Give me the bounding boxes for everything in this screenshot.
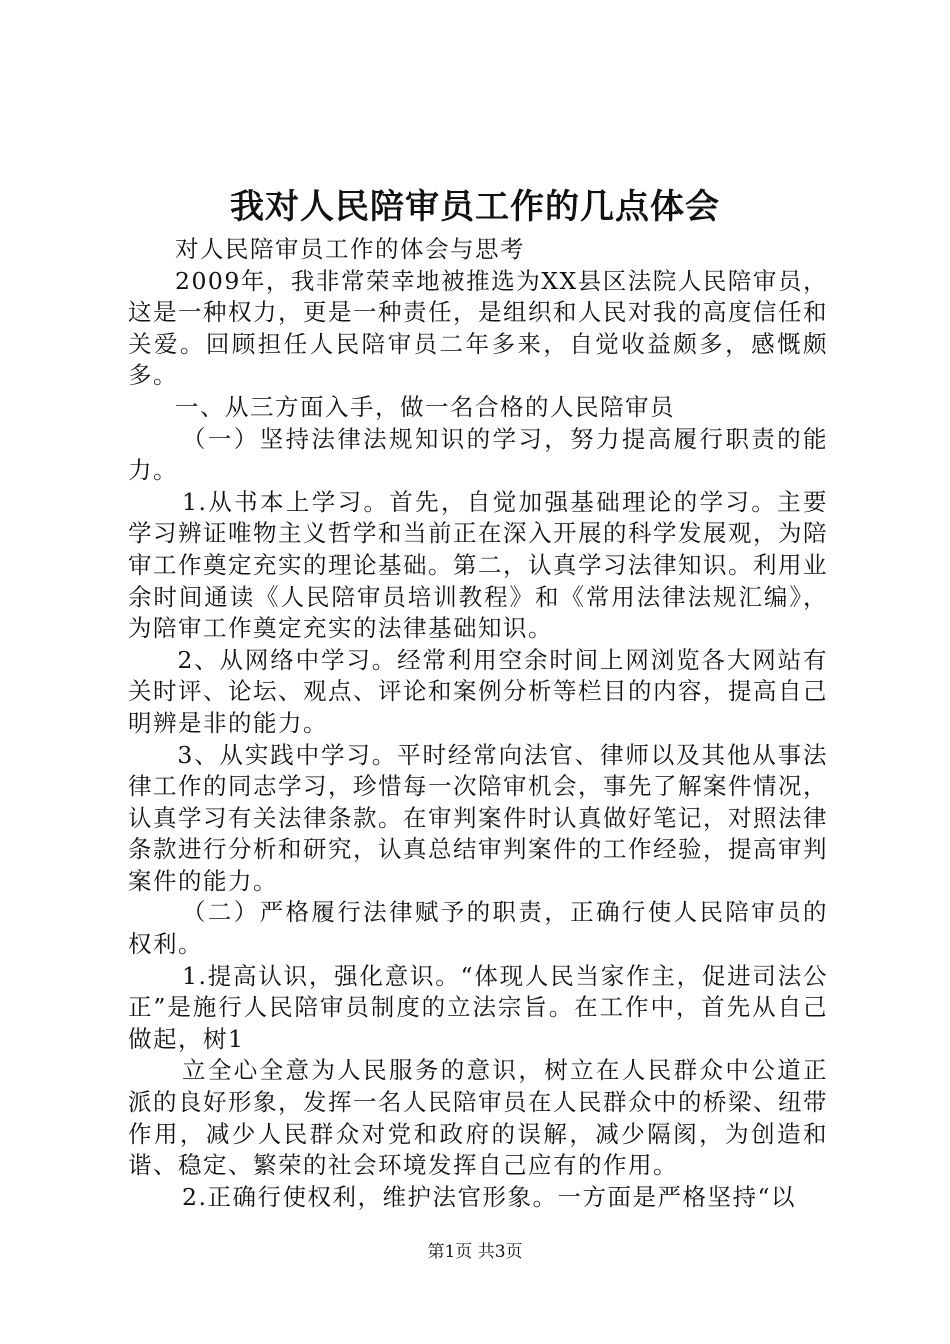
paragraph-item-2-2: 2.正确行使权利，维护法官形象。一方面是严格坚持“以 bbox=[182, 1182, 796, 1211]
paragraph-item-1-3: 3、从实践中学习。平时经常向法官、律师以及其他从事法律工作的同志学习，珍惜每一次陪审机会，事先了解案件情况，认真学习有关法律条款。在审判案件时认真做好笔记，对照法律条款进行分析和研究，认真总结审判案件的工作经验，提高审判案件的能力。 bbox=[128, 740, 828, 895]
paragraph-item-1-1: 1.从书本上学习。首先，自觉加强基础理论的学习。主要学习辨证唯物主义哲学和当前正在深入开展的科学发展观，为陪审工作奠定充实的理论基础。第二，认真学习法律知识。利用业余时间通读《人民陪审员培训教程》和《常用法律法规汇编》，为陪审工作奠定充实的法律基础知识。 bbox=[128, 487, 828, 643]
document-title: 我对人民陪审员工作的几点体会 bbox=[230, 187, 720, 227]
paragraph-intro: 2009年，我非常荣幸地被推选为XX县区法院人民陪审员，这是一种权力，更是一种责任，是组织和人民对我的高度信任和关爱。回顾担任人民陪审员二年多来，自觉收益颇多，感慨颇多。 bbox=[128, 266, 828, 390]
document-body bbox=[128, 234, 828, 1213]
paragraph-item-2-1-cont: 立全心全意为人民服务的意识，树立在人民群众中公道正派的良好形象，发挥一名人民陪审员在人民群众中的桥梁、纽带作用，减少人民群众对党和政府的误解，减少隔阂，为创造和谐、稳定、繁荣的社会环境发挥自己应有的作用。 bbox=[128, 1056, 828, 1180]
paragraph-subtitle: 对人民陪审员工作的体会与思考 bbox=[175, 235, 525, 263]
paragraph-subsection-2: （二）严格履行法律赋予的职责，正确行使人民陪审员的权利。 bbox=[128, 898, 828, 959]
page-footer: 第1页 共3页 bbox=[427, 1242, 523, 1262]
paragraph-item-1-2: 2、从网络中学习。经常利用空余时间上网浏览各大网站有关时评、论坛、观点、评论和案例分析等栏目的内容，提高自己明辨是非的能力。 bbox=[128, 645, 828, 737]
paragraph-item-2-1: 1.提高认识，强化意识。“体现人民当家作主，促进司法公正”是施行人民陪审员制度的立法宗旨。在工作中，首先从自己做起，树1 bbox=[128, 961, 828, 1053]
paragraph-section-1: 一、从三方面入手，做一名合格的人民陪审员 bbox=[175, 392, 675, 421]
paragraph-subsection-1: （一）坚持法律法规知识的学习，努力提高履行职责的能力。 bbox=[128, 424, 828, 485]
